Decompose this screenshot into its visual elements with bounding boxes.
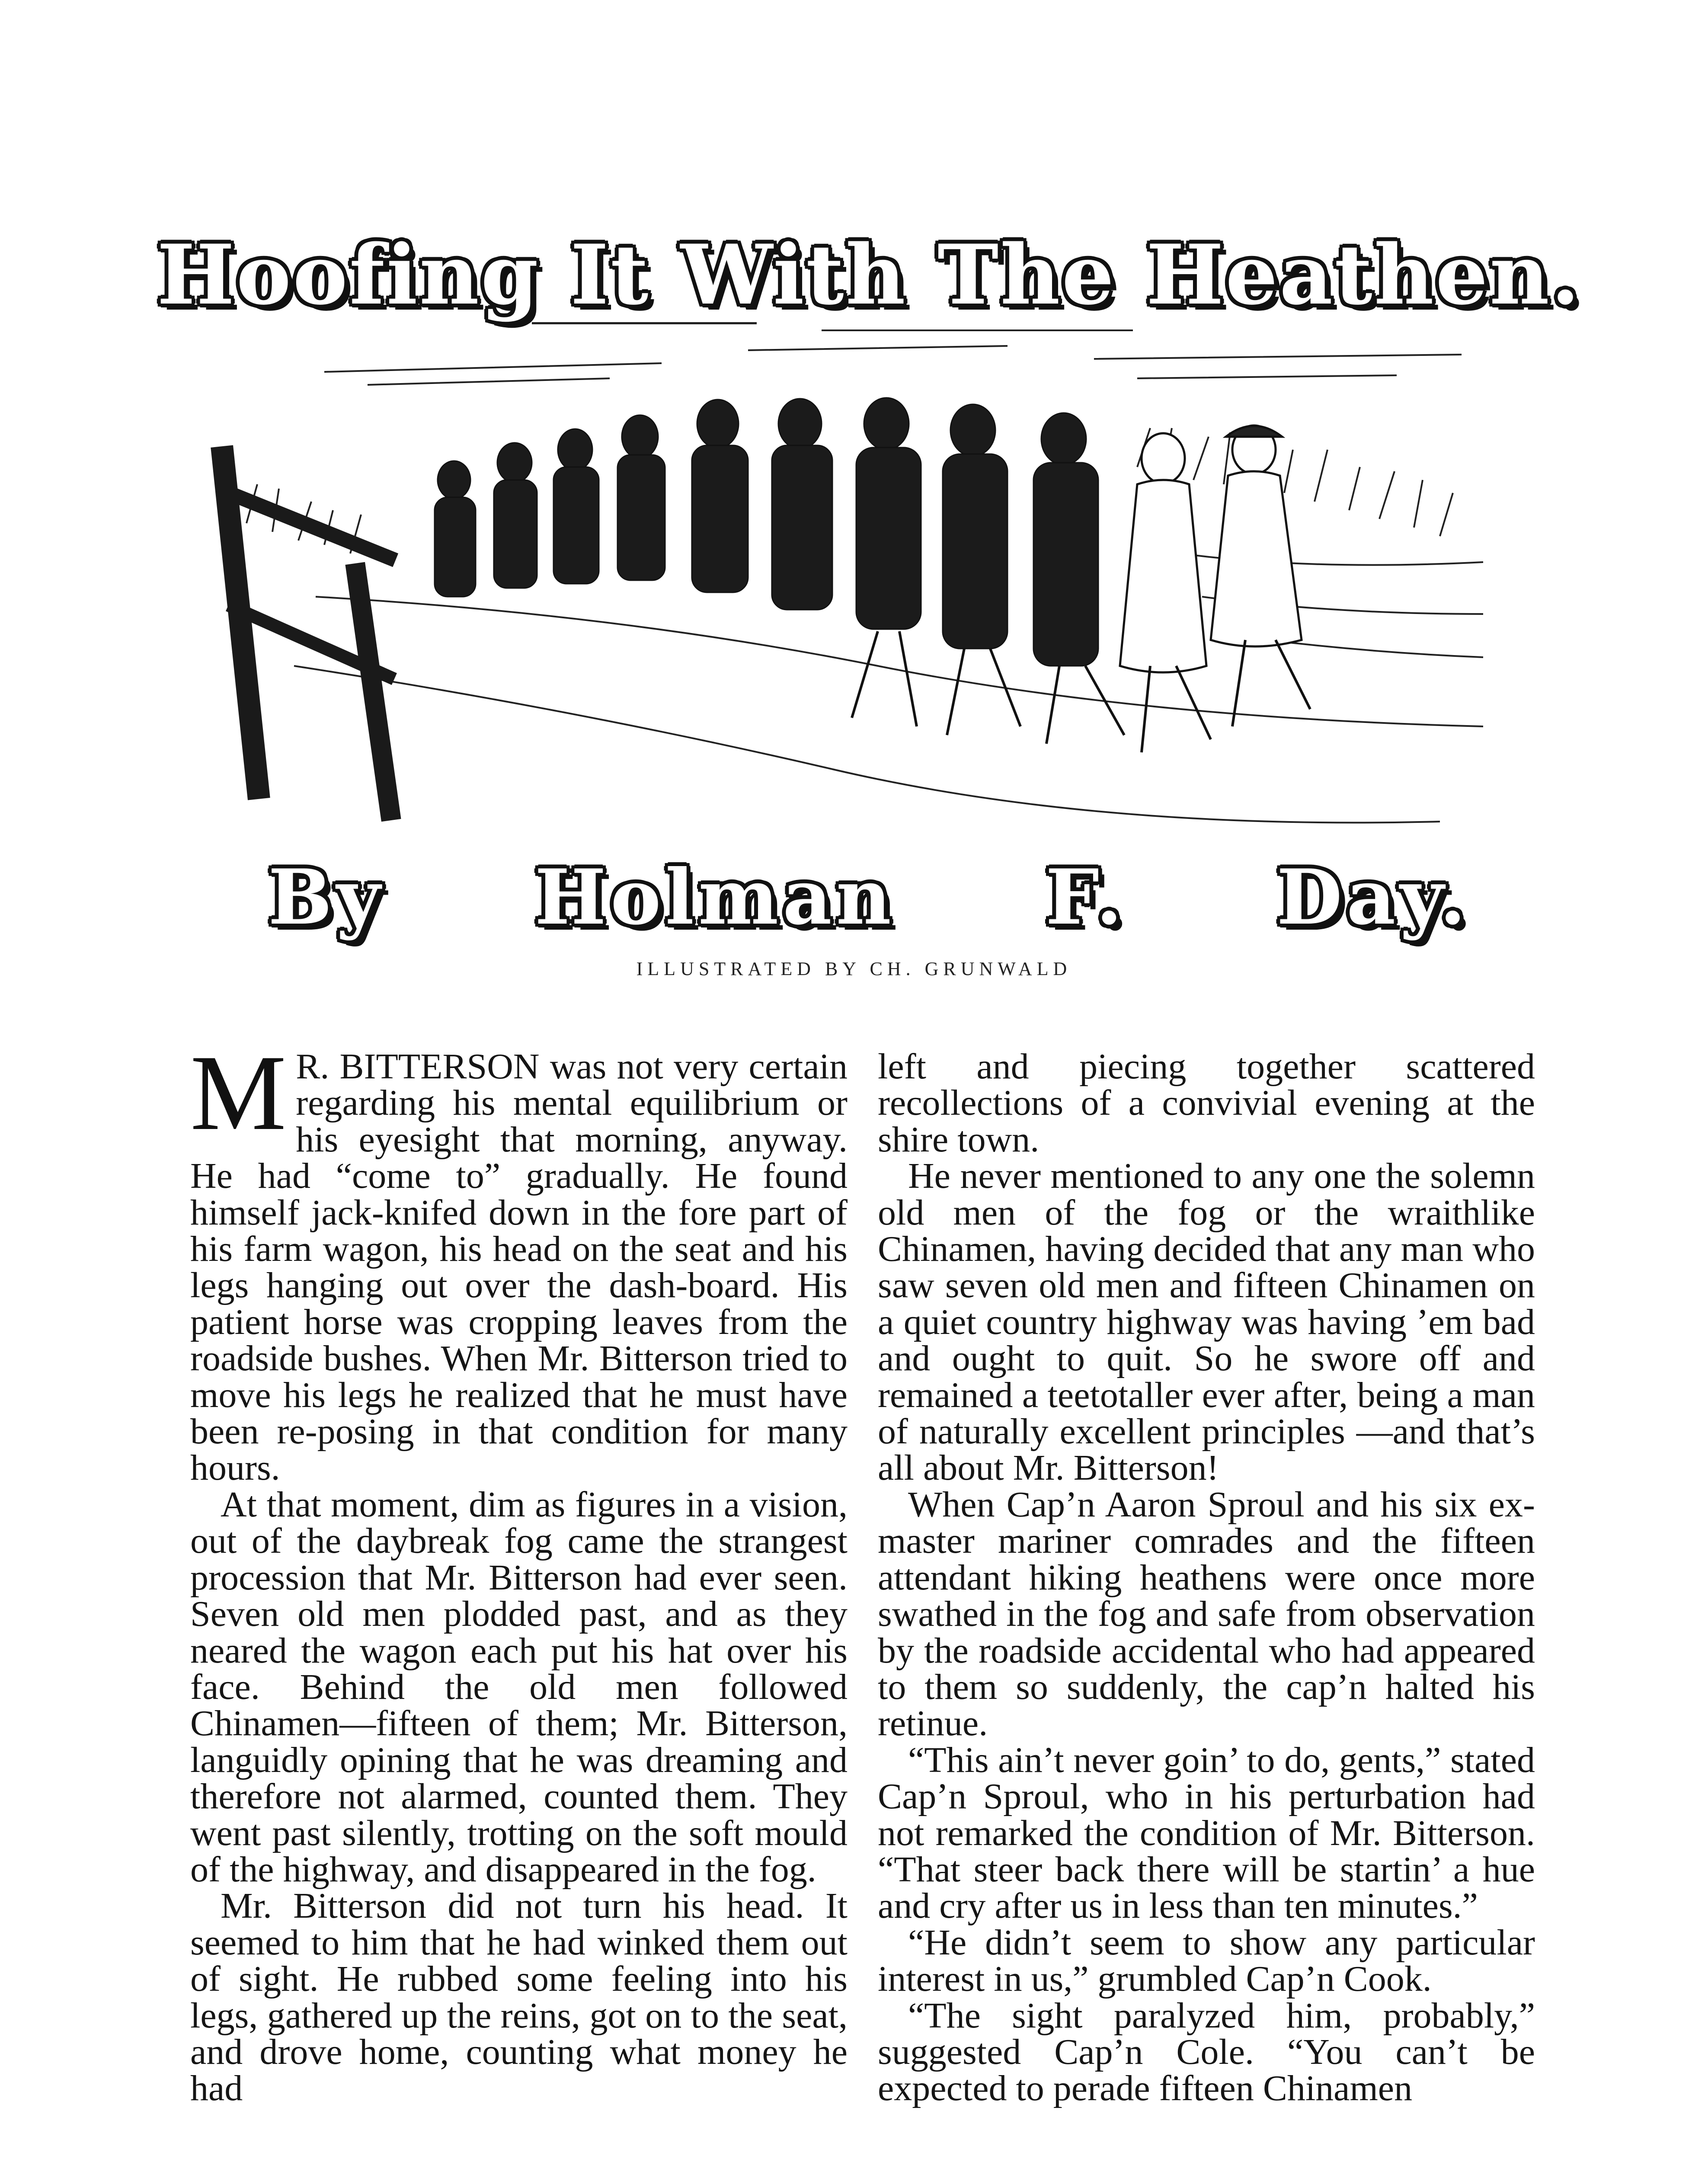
paragraph: He never mentioned to any one the solemn old men of the fog or the wraithlike Chinamen, having decided that any man who saw seven old men and fifteen Chinamen on a quiet country highway was having ’em bad and ought to quit. So he swore off and remained a teetotaller ever after, being a man of naturally excellent principles —and that’s all about Mr. Bitterson!: [878, 1156, 1535, 1488]
title-underline: [822, 329, 1133, 331]
paragraph: left and piecing together scattered recollections of a convivial evening at the shire town.: [878, 1046, 1535, 1160]
byline-word: F.: [1045, 853, 1127, 942]
article-title: Hoofing It With The Heathen.: [157, 226, 1582, 323]
paragraph: [190, 1033, 848, 1488]
paragraph: At that moment, dim as figures in a vision, out of the daybreak fog came the strangest procession that Mr. Bitterson had ever seen. Seven old men plodded past, and as they neared the wagon each put his hat over his face. Behind the old men followed Chinamen—fifteen of them; Mr. Bitterson, languidly opining that he was dreaming and therefore not alarmed, counted them. They went past silently, trotting on the soft mould of the highway, and disappeared in the fog.: [190, 1484, 848, 1890]
byline-word: By: [268, 853, 385, 942]
text-column-left: [190, 1033, 848, 2109]
paragraph: When Cap’n Aaron Sproul and his six ex-master mariner comrades and the fifteen attendant hiking heathens were once more swathed in the fog and safe from observation by the roadside accidental who had appeared to them so suddenly, the cap’n halted his retinue.: [878, 1484, 1535, 1744]
paragraph: Mr. Bitterson did not turn his head. It seemed to him that he had winked them out of sight. He rubbed some feeling into his legs, gathered up the reins, got on to the seat, and drove home, counting what money he had: [190, 1886, 848, 2109]
paragraph-text: R. BITTERSON was not very certain regarding his mental equilibrium or his eyesight that morning, anyway. He had “come to” gradually. He found himself jack-knifed down in the fore part of his farm wagon, his head on the seat and his legs hanging out over the dash-board. His patient horse was cropping leaves from the roadside bushes. When Mr. Bitterson tried to move his legs he realized that he must have been re-posing in that condition for many hours.: [190, 1046, 848, 1488]
paragraph: “The sight paralyzed him, probably,” suggested Cap’n Cole. “You can’t be expected to perade fifteen Chinamen: [878, 1995, 1535, 2109]
illustrator-credit: ILLUSTRATED BY CH. GRUNWALD: [636, 958, 1072, 979]
paragraph: “He didn’t seem to show any particular interest in us,” grumbled Cap’n Cook.: [878, 1922, 1535, 1999]
byline-word: Day.: [1276, 853, 1470, 942]
procession-illustration: [186, 337, 1535, 835]
byline: [268, 854, 1470, 940]
byline-word: Holman: [534, 853, 896, 942]
title-underline: [532, 322, 757, 324]
text-column-right: [878, 1046, 1535, 2109]
drop-cap: M: [190, 1033, 287, 1153]
paragraph: “This ain’t never goin’ to do, gents,” stated Cap’n Sproul, who in his perturbation had not remarked the condition of Mr. Bitterson. “That steer back there will be startin’ a hue and cry after us in less than ten minutes.”: [878, 1740, 1535, 1926]
